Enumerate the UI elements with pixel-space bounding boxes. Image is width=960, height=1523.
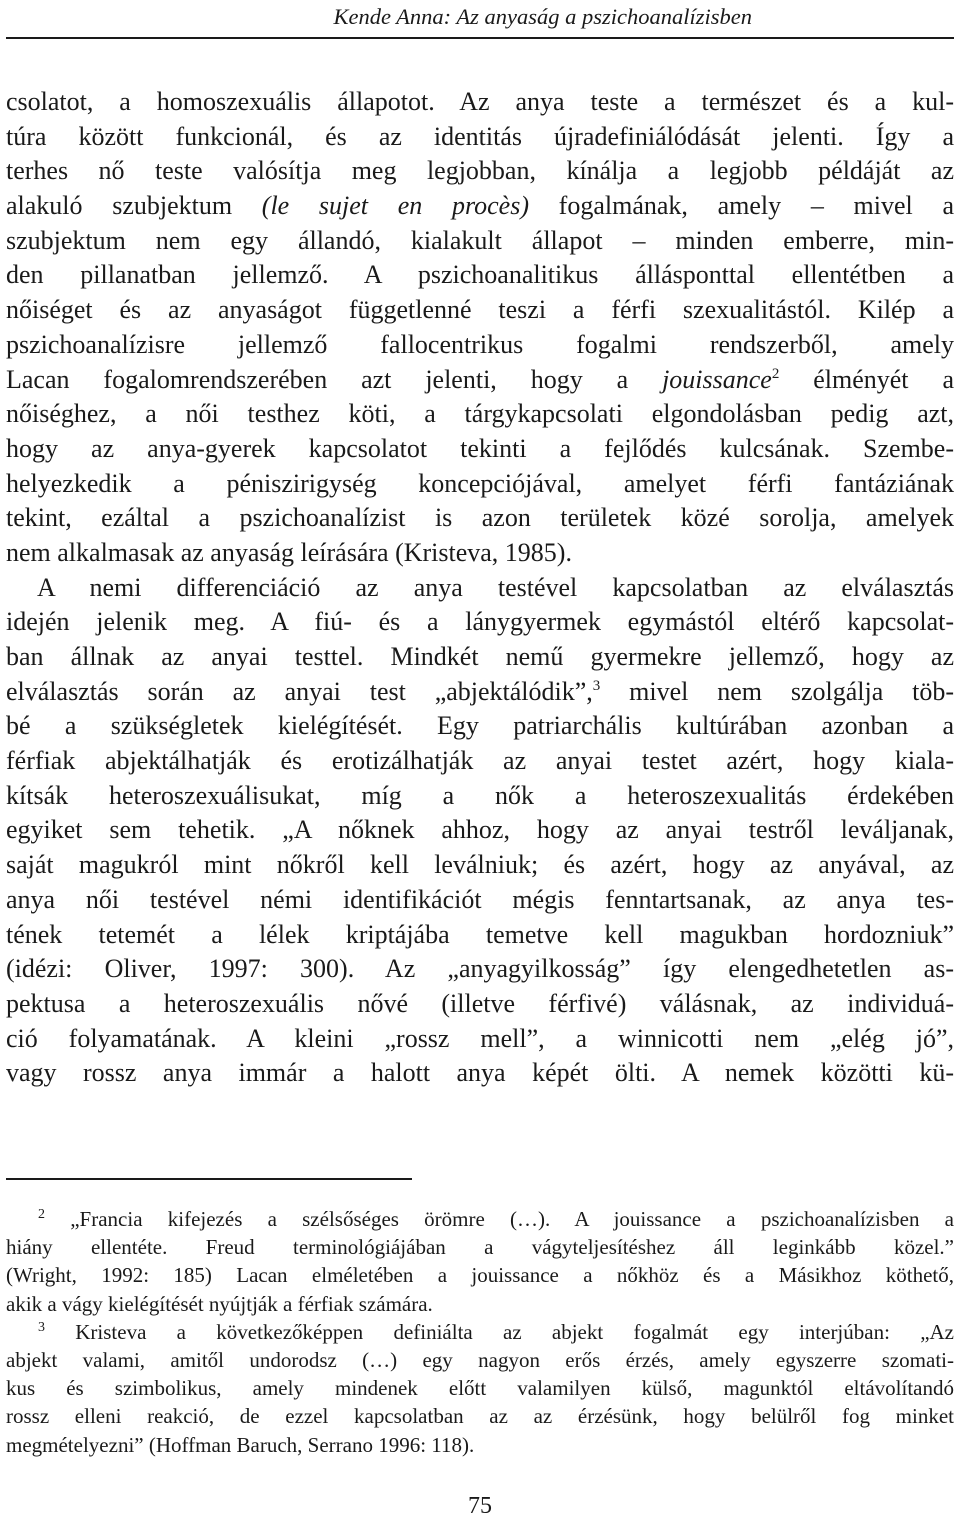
text-run: tének tetemét a lélek kriptájába temetve kell magukban hordozniuk”: [6, 919, 954, 949]
body-line: [6, 85, 954, 120]
text-run: tekint, ezáltal a pszichoanalízist is azon területek közé sorolja, amelyek: [6, 503, 954, 533]
text-run: nem alkalmasak az anyaság leírására (Kristeva, 1985).: [6, 537, 572, 567]
footnote-text: abjekt valami, amitől undorodsz (…) egy nagyon erős érzés, amely egyszerre szomati-: [6, 1347, 954, 1372]
text-run: mivel nem szolgálja töb-: [600, 676, 954, 706]
text-run: saját magukról mint nőkről kell leválniuk; és azért, hogy az anyával, az: [6, 850, 954, 880]
footnote-line: [6, 1318, 954, 1346]
body-line: [6, 848, 954, 883]
footnote-line: [6, 1205, 954, 1233]
text-run: helyezkedik a péniszirigység koncepciójával, amelyet férfi fantáziának: [6, 468, 954, 498]
footnote-text: akik a vágy kielégítését nyújtják a férfiak számára.: [6, 1291, 433, 1316]
text-run: idején jelenik meg. A fiú- és a lánygyermek egymástól eltérő kapcsolat-: [6, 607, 954, 637]
text-run: ban állnak az anyai testtel. Mindkét nemű gyermekre jellemző, hogy az: [6, 642, 954, 671]
body-line: [6, 363, 954, 398]
text-run: pektusa a heteroszexuális nővé (illetve férfivé) válásnak, az individuá-: [6, 988, 954, 1018]
body-line: [6, 1056, 954, 1091]
footnote-line: [6, 1431, 954, 1459]
running-header: [0, 0, 960, 52]
body-line: [6, 189, 954, 224]
footnote-line: [6, 1261, 954, 1289]
text-run: hogy az anya-gyerek kapcsolatot tekinti a fejlődés kulcsának. Szembe-: [6, 433, 954, 463]
text-run: anya női testével némi identifikációt mégis fenntartsanak, az anya tes-: [6, 884, 954, 914]
text-run: (idézi: Oliver, 1997: 300). Az „anyagyilkosság” így elengedhetetlen as-: [6, 954, 954, 984]
text-run: ció folyamatának. A kleini „rossz mell”, a winnicotti nem „elég jó”,: [6, 1023, 954, 1053]
body-line: [6, 1022, 954, 1057]
footnote-ref: 2: [771, 365, 780, 382]
body-line: [6, 640, 954, 675]
body-line: [6, 952, 954, 987]
text-run: szubjektum nem egy állandó, kialakult állapot – minden emberre, min-: [6, 225, 954, 255]
body-line: [6, 501, 954, 536]
body-line: [6, 536, 954, 571]
body-line: [6, 813, 954, 848]
running-header-title: Kende Anna: Az anyaság a pszichoanalízisben: [333, 4, 752, 29]
body-line: [6, 744, 954, 779]
text-run: csolatot, a homoszexuális állapotot. Az anya teste a természet és a kul-: [6, 87, 954, 116]
footnote-text: megmételyezni” (Hoffman Baruch, Serrano 1996: 118).: [6, 1432, 475, 1457]
body-line: [6, 258, 954, 293]
header-rule: [6, 37, 954, 39]
page-number: 75: [468, 1493, 492, 1519]
footnote-number: 3: [38, 1319, 45, 1335]
body-line: [6, 779, 954, 814]
text-run: elválasztás során az anyai test „abjektálódik”,: [6, 676, 593, 706]
body-line: [6, 432, 954, 467]
footnote-text: (Wright, 1992: 185) Lacan elméletében a jouissance a nőkhöz és a Másikhoz köthető,: [6, 1263, 954, 1288]
body-line: [6, 883, 954, 918]
body-line: [6, 328, 954, 363]
text-run: élményét a: [779, 364, 954, 394]
footnote-line: [6, 1346, 954, 1374]
text-run: fogalmának, amely – mivel a: [528, 191, 954, 221]
footnote-line: [6, 1374, 954, 1402]
body-line: [6, 675, 954, 710]
body-line: [6, 397, 954, 432]
footnote-line: [6, 1290, 954, 1318]
body-line: [6, 605, 954, 640]
body-line: [6, 918, 954, 953]
body-text: [6, 85, 954, 1091]
text-run: bé a szükségletek kielégítését. Egy patriarchális kultúrában azonban a: [6, 711, 954, 741]
text-run: alakuló szubjektum: [6, 191, 262, 221]
body-line: [6, 120, 954, 155]
footnote-line: [6, 1233, 954, 1261]
body-line: [6, 293, 954, 328]
footnote-rule: [6, 1178, 412, 1180]
body-line: [6, 709, 954, 744]
footnote-text: „Francia kifejezés a szélsőséges örömre (…). A jouissance a pszichoanalízisben a: [45, 1207, 954, 1231]
italic-text: (le sujet en procès): [261, 191, 529, 221]
text-run: den pillanatban jellemző. A pszichoanalitikus állásponttal ellentétben a: [6, 260, 954, 290]
body-line: [6, 154, 954, 189]
text-run: kítsák heteroszexuálisukat, míg a nők a heteroszexualitás érdekében: [6, 780, 954, 810]
body-line: [6, 224, 954, 259]
footnote-text: Kristeva a következőképpen definiálta az abjekt fogalmát egy interjúban: „Az: [45, 1319, 954, 1344]
text-run: A nemi differenciáció az anya testével kapcsolatban az elválasztás: [37, 572, 954, 602]
text-run: terhes nő teste valósítja meg legjobban, kínálja a legjobb példáját az: [6, 156, 954, 186]
footnote-text: hiány ellentéte. Freud terminológiájában a vágyteljesítéshez áll leginkább közel.”: [6, 1235, 954, 1260]
footnote-ref: 3: [592, 677, 601, 694]
footnote-line: [6, 1402, 954, 1430]
body-line: [6, 987, 954, 1022]
text-run: nőiséghez, a női testhez köti, a tárgykapcsolati elgondolásban pedig azt,: [6, 399, 954, 429]
text-run: túra között funkcionál, és az identitás újradefiniálódását jelenti. Így a: [6, 121, 954, 151]
footnotes: [6, 1205, 954, 1459]
text-run: egyiket sem tehetik. „A nőknek ahhoz, hogy az anyai testről leváljanak,: [6, 815, 954, 845]
body-line: [6, 467, 954, 502]
footnote-number: 2: [38, 1207, 45, 1222]
text-run: pszichoanalízisre jellemző fallocentrikus fogalmi rendszerből, amely: [6, 329, 954, 359]
text-run: férfiak abjektálhatják és erotizálhatják az anyai testet azért, hogy kiala-: [6, 746, 954, 776]
footnote-text: kus és szimbolikus, amely mindenek előtt valamilyen külső, magunktól eltávolítandó: [6, 1376, 954, 1401]
text-run: Lacan fogalomrendszerében azt jelenti, hogy a: [6, 364, 663, 394]
footnote-text: rossz elleni reakció, de ezzel kapcsolatban az az érzésünk, hogy belülről fog minket: [6, 1404, 954, 1429]
text-run: nőiséget és az anyaságot függetlenné teszi a férfi szexualitástól. Kilép a: [6, 295, 954, 325]
body-line: [6, 571, 954, 606]
italic-text: jouissance: [662, 364, 772, 394]
text-run: vagy rossz anya immár a halott anya képét ölti. A nemek közötti kü-: [6, 1058, 954, 1088]
